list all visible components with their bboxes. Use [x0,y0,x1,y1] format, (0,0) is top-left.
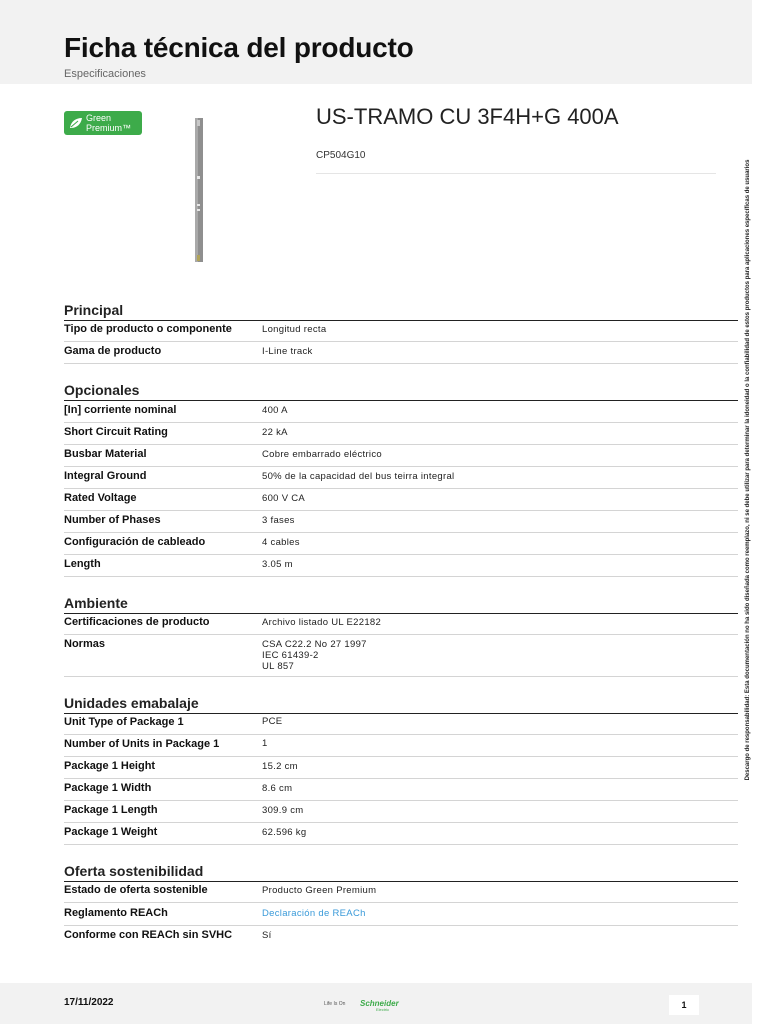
product-reference: CP504G10 [316,150,366,161]
row-divider [64,925,738,926]
divider [316,173,716,174]
spec-value: Cobre embarrado eléctrico [262,449,382,460]
row-divider [64,778,738,779]
spec-label: Rated Voltage [64,492,137,504]
leaf-icon [69,117,83,129]
spec-label: Certificaciones de producto [64,616,210,628]
spec-label: Conforme con REACh sin SVHC [64,929,233,941]
badge-line-2: Premium™ [86,123,132,133]
section-title-unidades: Unidades emabalaje [64,695,199,711]
row-divider [64,756,738,757]
row-divider [64,822,738,823]
spec-value: Sí [262,930,272,941]
spec-value: 8.6 cm [262,783,293,794]
footer-date: 17/11/2022 [64,997,114,1008]
spec-label: Unit Type of Package 1 [64,716,184,728]
spec-label: Package 1 Length [64,804,158,816]
section-rule [64,613,738,614]
spec-value: 22 kA [262,427,288,438]
disclaimer-text: Descargo de responsabilidad: Esta documentación no ha sido diseñada como reemplazo, ni se debe utilizar para determinar la idoneidad o la confiabilidad de estos productos para aplicaciones específicas de usuarios [745,159,751,781]
spec-value: 62.596 kg [262,827,307,838]
logo-sub: Electric [376,1007,390,1012]
row-divider [64,363,738,364]
page-subtitle: Especificaciones [64,68,146,80]
row-divider [64,576,738,577]
spec-label: Package 1 Width [64,782,152,794]
spec-label: Busbar Material [64,448,147,460]
badge-line-1: Green [86,113,112,123]
spec-value: 50% de la capacidad del bus teirra integral [262,471,455,482]
spec-value: 1 [262,738,268,749]
section-title-principal: Principal [64,302,124,318]
row-divider [64,466,738,467]
row-divider [64,554,738,555]
row-divider [64,902,738,903]
spec-value: Archivo listado UL E22182 [262,617,382,628]
row-divider [64,422,738,423]
spec-value: CSA C22.2 No 27 1997 [262,639,367,650]
section-title-opcionales: Opcionales [64,382,140,398]
logo-brand: Schneider [360,999,399,1008]
section-rule [64,713,738,714]
spec-label: Configuración de cableado [64,536,206,548]
spec-value: I-Line track [262,346,313,357]
section-rule [64,881,738,882]
spec-label: [In] corriente nominal [64,404,177,416]
spec-label: Tipo de producto o componente [64,323,232,335]
spec-label: Normas [64,638,105,650]
product-title: US-TRAMO CU 3F4H+G 400A [316,104,619,129]
row-divider [64,844,738,845]
spec-value: 400 A [262,405,288,416]
row-divider [64,510,738,511]
spec-value: 309.9 cm [262,805,304,816]
spec-label: Integral Ground [64,470,147,482]
row-divider [64,734,738,735]
row-divider [64,634,738,635]
spec-label: Length [64,558,101,570]
green-premium-badge [64,111,142,135]
page-number-box [669,995,699,1015]
spec-value: 4 cables [262,537,300,548]
product-image [193,118,205,262]
spec-label: Number of Units in Package 1 [64,738,220,750]
spec-value: 15.2 cm [262,761,298,772]
spec-value: 3.05 m [262,559,293,570]
page-title: Ficha técnica del producto [64,32,414,63]
spec-label: Short Circuit Rating [64,426,168,438]
page-header [0,0,752,84]
spec-label: Reglamento REACh [64,907,168,919]
section-rule [64,400,738,401]
row-divider [64,444,738,445]
spec-value: Producto Green Premium [262,885,377,896]
page-footer [0,983,752,1024]
section-title-oferta: Oferta sostenibilidad [64,863,204,879]
row-divider [64,341,738,342]
page-number: 1 [681,1000,687,1010]
spec-value: PCE [262,716,283,727]
row-divider [64,488,738,489]
reach-declaration-link[interactable]: Declaración de REACh [262,908,366,919]
spec-value: Longitud recta [262,324,327,335]
row-divider [64,676,738,677]
section-title-ambiente: Ambiente [64,595,128,611]
spec-value: IEC 61439-2 [262,650,319,661]
logo-tagline: Life Is On [324,1001,346,1007]
spec-label: Number of Phases [64,514,161,526]
spec-value: 3 fases [262,515,295,526]
spec-label: Package 1 Height [64,760,156,772]
schneider-logo [324,998,404,1012]
row-divider [64,800,738,801]
row-divider [64,532,738,533]
section-rule [64,320,738,321]
spec-label: Gama de producto [64,345,162,357]
spec-label: Estado de oferta sostenible [64,884,208,896]
spec-value: 600 V CA [262,493,306,504]
spec-value: UL 857 [262,661,295,672]
spec-label: Package 1 Weight [64,826,158,838]
